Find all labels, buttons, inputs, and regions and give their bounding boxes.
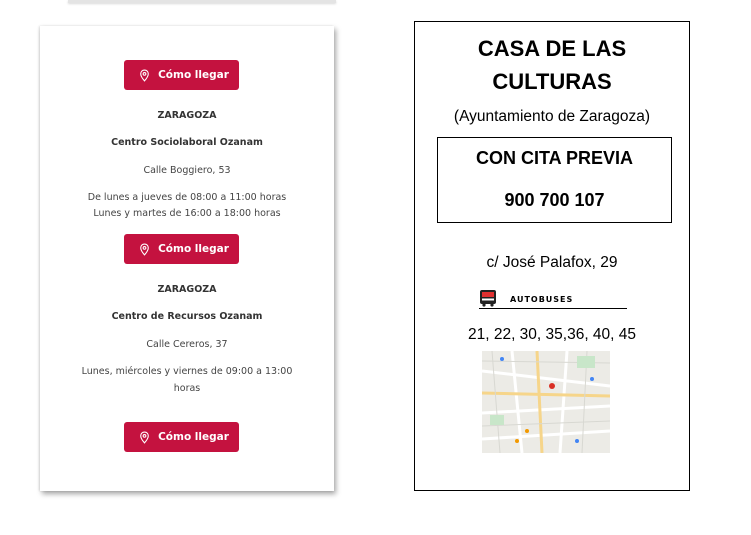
location-center-name: Centro de Recursos Ozanam [111,311,263,322]
info-address: c/ José Palafox, 29 [486,254,618,271]
directions-button-1[interactable] [124,60,239,90]
directions-button-label: Cómo llegar [158,431,229,443]
bus-label: AUTOBUSES [510,295,574,304]
info-title-line1: CASA DE LAS [477,36,627,61]
location-hours-line1: Lunes, miércoles y viernes de 09:00 a 13:00 [81,366,293,377]
directions-button-label: Cómo llegar [158,69,229,81]
bus-underline [479,308,627,309]
location-city: ZARAGOZA [157,110,217,121]
appointment-phone[interactable]: 900 700 107 [504,190,605,210]
directions-button-2[interactable] [124,234,239,264]
appointment-label: CON CITA PREVIA [475,148,633,168]
locations-card [40,26,334,491]
location-street: Calle Cereros, 37 [146,339,228,350]
directions-button-label: Cómo llegar [158,243,229,255]
appointment-box [437,137,672,223]
location-center-name: Centro Sociolaboral Ozanam [111,137,263,148]
location-hours-line1: De lunes a jueves de 08:00 a 11:00 horas [87,192,287,203]
map-pin-icon [138,243,151,256]
info-subtitle: (Ayuntamiento de Zaragoza) [453,108,651,125]
location-hours-line2: horas [173,383,201,394]
bus-header [479,289,629,309]
location-city: ZARAGOZA [157,284,217,295]
map-pin-icon [138,431,151,444]
previous-card-edge [68,0,336,3]
location-hours-line2: Lunes y martes de 16:00 a 18:00 horas [93,208,281,219]
info-title-line2: CULTURAS [492,69,612,94]
bus-lines: 21, 22, 30, 35,36, 40, 45 [467,326,637,343]
info-title [415,32,689,98]
map-pin-icon [138,69,151,82]
directions-button-3[interactable] [124,422,239,452]
location-street: Calle Boggiero, 53 [143,165,231,176]
map-thumbnail[interactable] [482,351,610,453]
info-box [414,21,690,491]
bus-icon [479,289,497,307]
